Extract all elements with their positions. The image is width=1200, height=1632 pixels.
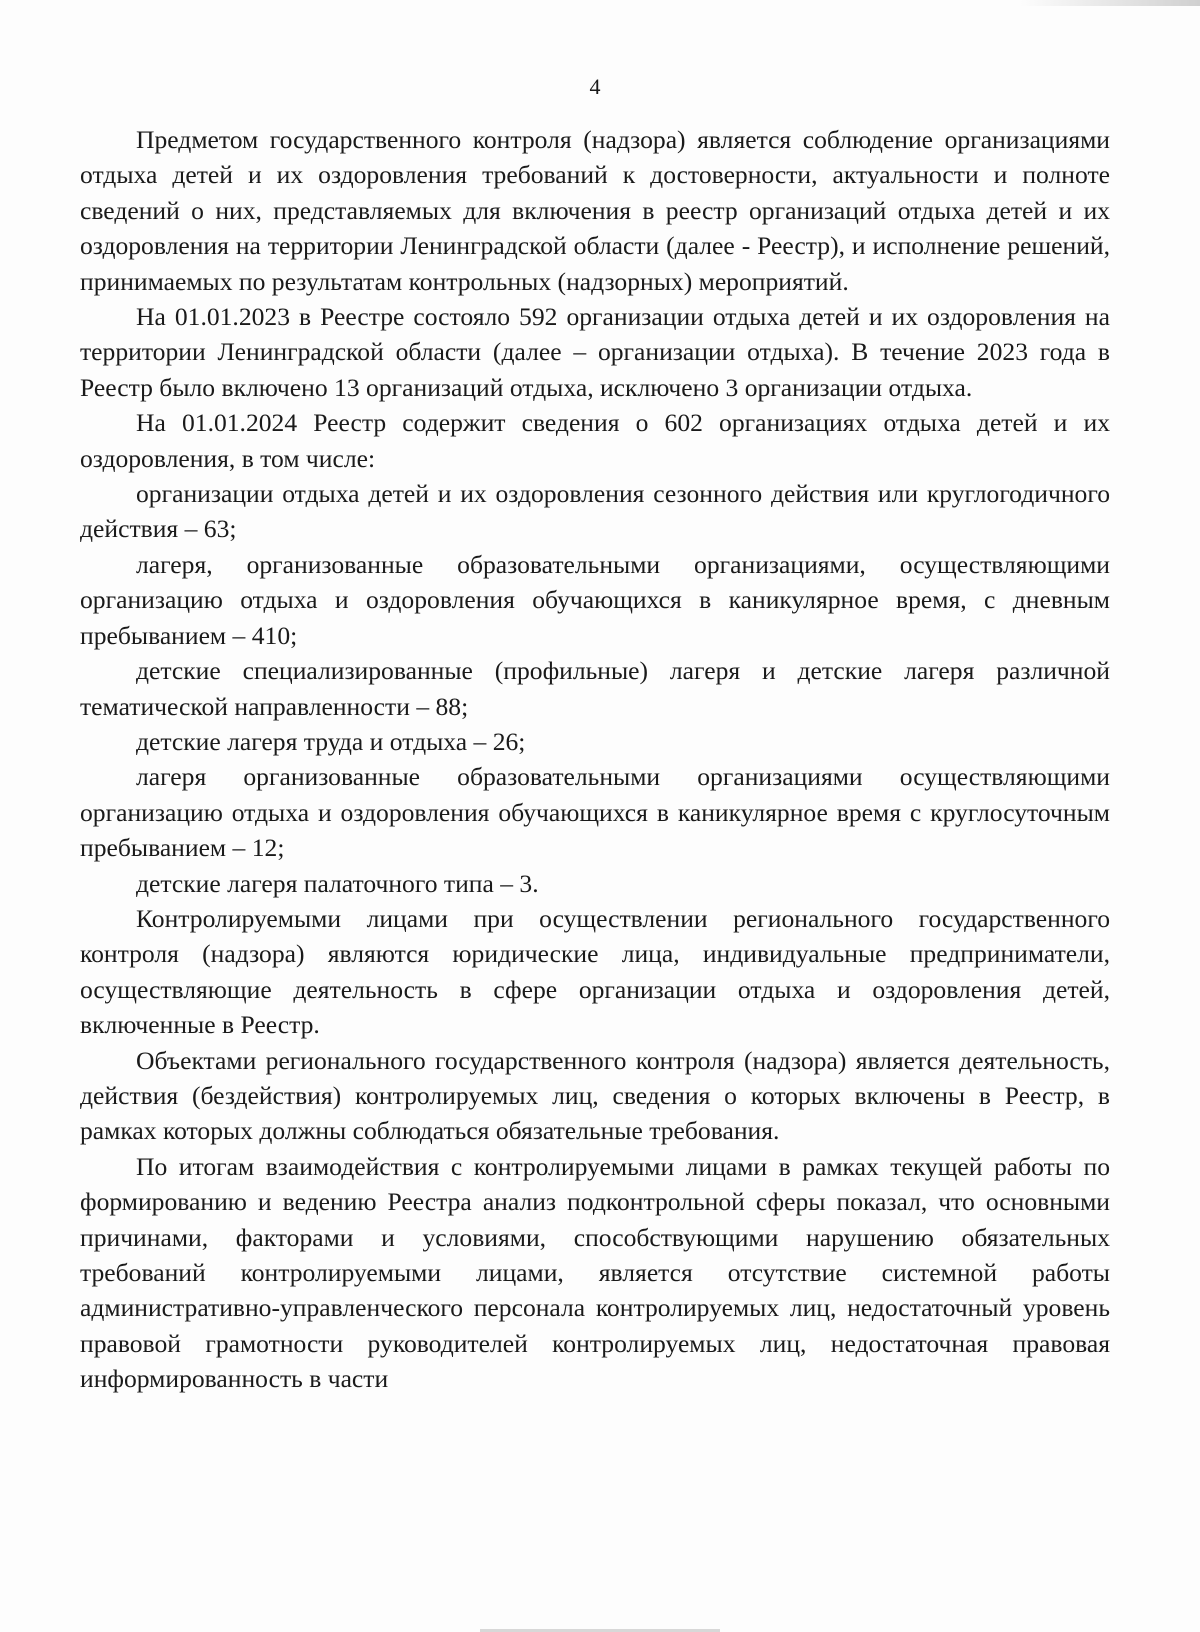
list-item-day-camps: лагеря, организованные образовательными организациями, осуществляющими организацию отдыха и оздоровления обучающихся в каникулярное время, с дневным пребыванием – 410; [80, 549, 1110, 650]
list-item-specialized-camps: детские специализированные (профильные) лагеря и детские лагеря различной тематической направленности – 88; [80, 656, 1110, 721]
paragraph-controlled-persons: Контролируемыми лицами при осуществлении регионального государственного контроля (надзора) являются юридические лица, индивидуальные предприниматели, осуществляющие деятельность в сфере организации отдыха и оздоровления детей, включенные в Реестр. [80, 903, 1110, 1040]
scan-edge-top [1020, 0, 1200, 6]
paragraph-objects-of-control: Объектами регионального государственного контроля (надзора) является деятельность, действия (бездействия) контролируемых лиц, сведения о которых включены в Реестр, в рамках которых должны соблюдаться обязательные требования. [80, 1045, 1110, 1146]
list-item-tent-camps: детские лагеря палаточного типа – 3. [136, 868, 539, 898]
paragraph-subject-of-control: Предметом государственного контроля (надзора) является соблюдение организациями отдыха детей и их оздоровления требований к достоверности, актуальности и полноте сведений о них, представляемых для включения в реестр организаций отдыха детей и их оздоровления на территории Ленинградской области (далее - Реестр), и исполнение решений, принимаемых по результатам контрольных (надзорных) мероприятий. [80, 125, 1110, 296]
list-item-labor-camps: детские лагеря труда и отдыха – 26; [136, 726, 526, 756]
paragraph-registry-2023: На 01.01.2023 в Реестре состояло 592 организации отдыха детей и их оздоровления на территории Ленинградской области (далее – организации отдыха). В течение 2023 года в Реестр было включено 13 организаций отдыха, исключено 3 организации отдыха. [80, 302, 1110, 402]
page-number: 4 [589, 74, 601, 99]
document-body [80, 122, 1110, 1397]
list-item-seasonal-camps: организации отдыха детей и их оздоровления сезонного действия или круглогодичного действия – 63; [80, 479, 1110, 544]
paragraph-analysis-results: По итогам взаимодействия с контролируемыми лицами в рамках текущей работы по формированию и ведению Реестра анализ подконтрольной сферы показал, что основными причинами, факторами и условиями, способствующими нарушению обязательных требований контролируемыми лицами, является отсутствие системной работы административно-управленческого персонала контролируемых лиц, недостаточный уровень правовой грамотности руководителей контролируемых лиц, недостаточная правовая информированность в части [80, 1151, 1110, 1394]
paragraph-registry-2024: На 01.01.2024 Реестр содержит сведения о 602 организациях отдыха детей и их оздоровления, в том числе: [80, 408, 1110, 473]
list-item-overnight-camps: лагеря организованные образовательными организациями осуществляющими организацию отдыха и оздоровления обучающихся в каникулярное время с круглосуточным пребыванием – 12; [80, 762, 1110, 863]
